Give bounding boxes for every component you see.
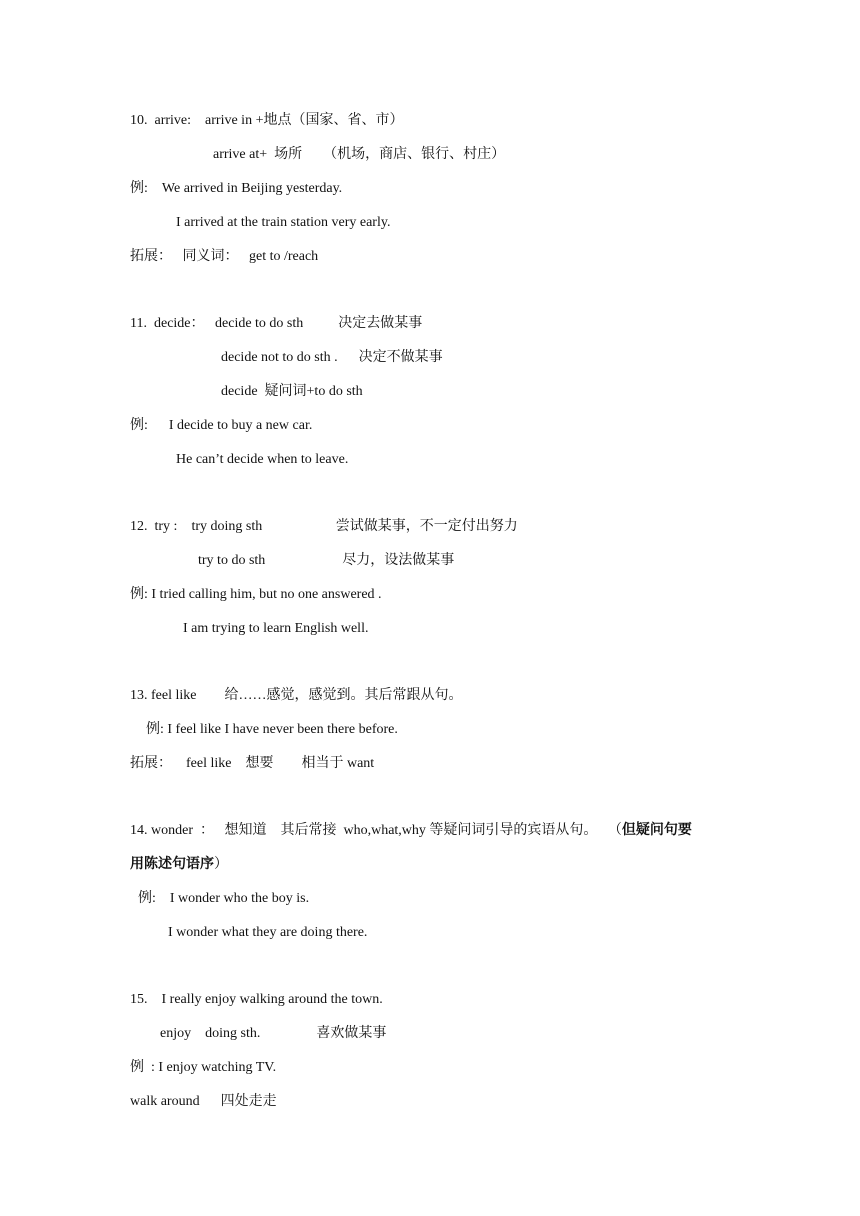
enjoy-heading: 15. I really enjoy walking around the town. — [130, 992, 383, 1007]
arrive-heading: 10. arrive: arrive in +地点（国家、省、市） — [130, 113, 404, 128]
wonder-heading: 14. wonder ： 想知道 其后常接 who,what,why 等疑问词引导的宾语从句。 （但疑问句要 — [130, 823, 692, 838]
arrive-at-rule: arrive at+ 场所 （机场，商店、银行、村庄） — [213, 147, 506, 162]
wonder-note-bold-continued: 用陈述句语序 — [130, 857, 214, 872]
feel-like-extension: 拓展： feel like 想要 相当于 want — [130, 756, 375, 771]
wonder-note-bold: 但疑问句要 — [621, 823, 692, 838]
try-heading: 12. try : try doing sth 尝试做某事，不一定付出努力 — [130, 519, 518, 534]
arrive-example-1: 例: We arrived in Beijing yesterday. — [130, 181, 343, 196]
try-example-1: 例: I tried calling him, but no one answered . — [130, 587, 382, 602]
feel-like-heading: 13. feel like 给……感觉，感觉到。其后常跟从句。 — [130, 688, 463, 703]
walk-around-note: walk around 四处走走 — [130, 1094, 277, 1109]
decide-not-rule: decide not to do sth . 决定不做某事 — [221, 350, 443, 365]
arrive-example-2: I arrived at the train station very early. — [176, 215, 391, 230]
arrive-extension: 拓展： 同义词： get to /reach — [130, 249, 319, 264]
enjoy-rule: enjoy doing sth. 喜欢做某事 — [160, 1026, 387, 1041]
decide-question-rule: decide 疑问词+to do sth — [221, 384, 363, 399]
wonder-example-1: 例: I wonder who the boy is. — [138, 891, 310, 906]
decide-example-2: He can’t decide when to leave. — [176, 452, 349, 467]
wonder-example-2: I wonder what they are doing there. — [168, 925, 368, 940]
enjoy-example: 例 : I enjoy watching TV. — [130, 1060, 277, 1075]
try-example-2: I am trying to learn English well. — [183, 621, 369, 636]
decide-example-1: 例: I decide to buy a new car. — [130, 418, 313, 433]
try-to-rule: try to do sth 尽力，设法做某事 — [198, 553, 455, 568]
wonder-heading-continued: 用陈述句语序） — [130, 857, 228, 872]
decide-heading: 11. decide： decide to do sth 决定去做某事 — [130, 316, 423, 331]
feel-like-example: 例: I feel like I have never been there before. — [146, 722, 398, 737]
